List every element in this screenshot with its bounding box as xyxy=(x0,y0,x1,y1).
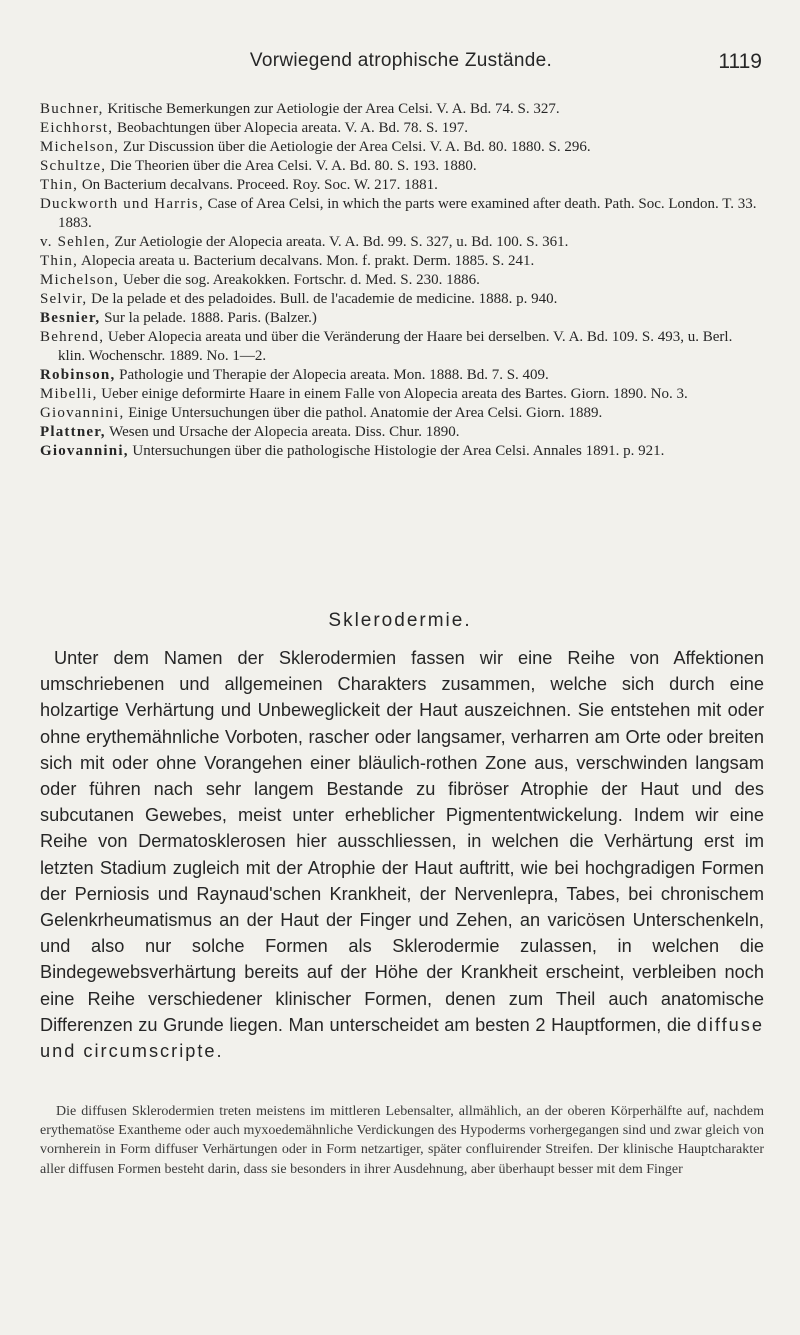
reference-author: Selvir, xyxy=(40,291,88,307)
small-print xyxy=(40,1102,764,1179)
reference-author: Duckworth und Harris, xyxy=(40,196,204,212)
main-text xyxy=(40,645,764,1064)
running-title: Vorwiegend atrophische Zustände. xyxy=(249,50,553,71)
reference-entry xyxy=(40,252,762,271)
reference-entry xyxy=(40,100,762,119)
reference-author: Besnier, xyxy=(40,310,101,326)
reference-text: Die Theorien über die Area Celsi. V. A. Bd. 80. S. 193. 1880. xyxy=(106,158,477,174)
reference-text: Untersuchungen über die pathologische Histologie der Area Celsi. Annales 1891. p. 921. xyxy=(128,443,665,459)
reference-text: Zur Aetiologie der Alopecia areata. V. A. Bd. 99. S. 327, u. Bd. 100. S. 361. xyxy=(110,234,569,250)
reference-text: Case of Area Celsi, in which the parts were examined after death. Path. Soc. London. T. 33. 1883. xyxy=(58,196,757,231)
reference-text: Zur Discussion über die Aetiologie der Area Celsi. V. A. Bd. 80. 1880. S. 296. xyxy=(119,139,591,155)
reference-entry xyxy=(40,366,762,385)
reference-entry xyxy=(40,176,762,195)
reference-author: v. Sehlen, xyxy=(40,234,111,250)
reference-author: Eichhorst, xyxy=(40,120,114,136)
reference-text: Wesen und Ursache der Alopecia areata. Diss. Chur. 1890. xyxy=(105,424,460,440)
page-header xyxy=(40,50,762,80)
reference-author: Behrend, xyxy=(40,329,105,345)
reference-entry xyxy=(40,157,762,176)
body-paragraph xyxy=(40,645,764,1064)
small-print-paragraph: Die diffusen Sklerodermien treten meistens im mittleren Lebensalter, allmählich, an der oberen Körperhälfte auf, nachdem erythematöse Exantheme oder auch myxoedemähnliche Verdickungen des Hypoderms vorhergegangen sind und zwar gleich von vornherein in Form diffuser Verhärtungen oder in Form netzartiger, später confluirender Streifen. Der klinische Hauptcharakter aller diffusen Formen besteht darin, dass sie besonders in ihrer Ausdehnung, aber überhaupt besser mit dem Finger xyxy=(40,1104,764,1177)
reference-entry xyxy=(40,309,762,328)
reference-text: De la pelade et des peladoides. Bull. de l'academie de medicine. 1888. p. 940. xyxy=(87,291,558,307)
reference-author: Thin, xyxy=(40,253,79,269)
reference-author: Michelson, xyxy=(40,139,120,155)
body-text-emphasis: diffuse und circumscripte. xyxy=(40,1014,764,1062)
reference-text: Ueber Alopecia areata und über die Veränderung der Haare bei derselben. V. A. Bd. 109. S. 493, u. Berl. klin. Wochenschr. 1889. No. 1—2. xyxy=(58,329,733,364)
reference-text: Ueber die sog. Areakokken. Fortschr. d. Med. S. 230. 1886. xyxy=(119,272,480,288)
reference-entry xyxy=(40,119,762,138)
reference-entry xyxy=(40,290,762,309)
reference-text: Ueber einige deformirte Haare in einem Falle von Alopecia areata des Bartes. Giorn. 1890. No. 3. xyxy=(97,386,688,402)
reference-text: Beobachtungen über Alopecia areata. V. A. Bd. 78. S. 197. xyxy=(113,120,469,136)
reference-entry xyxy=(40,233,762,252)
reference-entry xyxy=(40,138,762,157)
reference-author: Giovannini, xyxy=(40,443,129,459)
section-title: Sklerodermie. xyxy=(328,610,472,631)
reference-entry xyxy=(40,271,762,290)
reference-author: Mibelli, xyxy=(40,386,98,402)
reference-author: Robinson, xyxy=(40,367,116,383)
body-text: Unter dem Namen der Sklerodermien fassen wir eine Reihe von Affektionen umschriebenen und allgemeinen Charakters zusammen, welche sich durch eine holzartige Verhärtung und Unbeweglickeit der Haut auszeichnen. Sie entstehen mit oder ohne erythemähnliche Vorboten, rascher oder langsamer, verharren am Orte oder breiten sich mit oder ohne Vorangehen einer bläulich-rothen Zone aus, verschwinden langsam oder führen nach sehr langem Bestande zu fibröser Atrophie der Haut und des subcutanen Gewebes, meist unter erheblicher Pigmententwickelung. Indem wir eine Reihe von Dermatosklerosen hier ausschliessen, in welchen die Verhärtung erst im letzten Stadium zugleich mit der Atrophie der Haut auftritt, wie bei hochgradigen Formen der Perniosis und Raynaud'schen Krankheit, der Nervenlepra, Tabes, bei chronischem Gelenkrheumatismus an der Haut der Finger und Zehen, an varicösen Unterschenkeln, und also nur solche Formen als Sklerodermie zulassen, in welchen die Bindegewebsverhärtung bereits auf der Höhe der Krankheit erscheint, verbleiben noch eine Reihe verschiedener klinischer Formen, denen zum Theil auch anatomische Differenzen zu Grunde liegen. Man unterscheidet am besten 2 Hauptformen, die xyxy=(40,648,764,1035)
reference-text: Sur la pelade. 1888. Paris. (Balzer.) xyxy=(100,310,317,326)
reference-author: Michelson, xyxy=(40,272,120,288)
reference-entry xyxy=(40,404,762,423)
reference-entry xyxy=(40,385,762,404)
reference-text: On Bacterium decalvans. Proceed. Roy. Soc. W. 217. 1881. xyxy=(78,177,438,193)
reference-text: Alopecia areata u. Bacterium decalvans. Mon. f. prakt. Derm. 1885. S. 241. xyxy=(78,253,535,269)
reference-author: Giovannini, xyxy=(40,405,125,421)
reference-text: Einige Untersuchungen über die pathol. Anatomie der Area Celsi. Giorn. 1889. xyxy=(124,405,603,421)
reference-author: Buchner, xyxy=(40,101,104,117)
reference-list xyxy=(40,100,762,461)
reference-entry xyxy=(40,442,762,461)
reference-text: Pathologie und Therapie der Alopecia areata. Mon. 1888. Bd. 7. S. 409. xyxy=(115,367,549,383)
reference-entry xyxy=(40,423,762,442)
reference-author: Plattner, xyxy=(40,424,106,440)
page-number: 1119 xyxy=(718,50,762,73)
reference-entry xyxy=(40,195,762,233)
reference-text: Kritische Bemerkungen zur Aetiologie der Area Celsi. V. A. Bd. 74. S. 327. xyxy=(103,101,560,117)
reference-author: Thin, xyxy=(40,177,79,193)
reference-author: Schultze, xyxy=(40,158,107,174)
reference-entry xyxy=(40,328,762,366)
